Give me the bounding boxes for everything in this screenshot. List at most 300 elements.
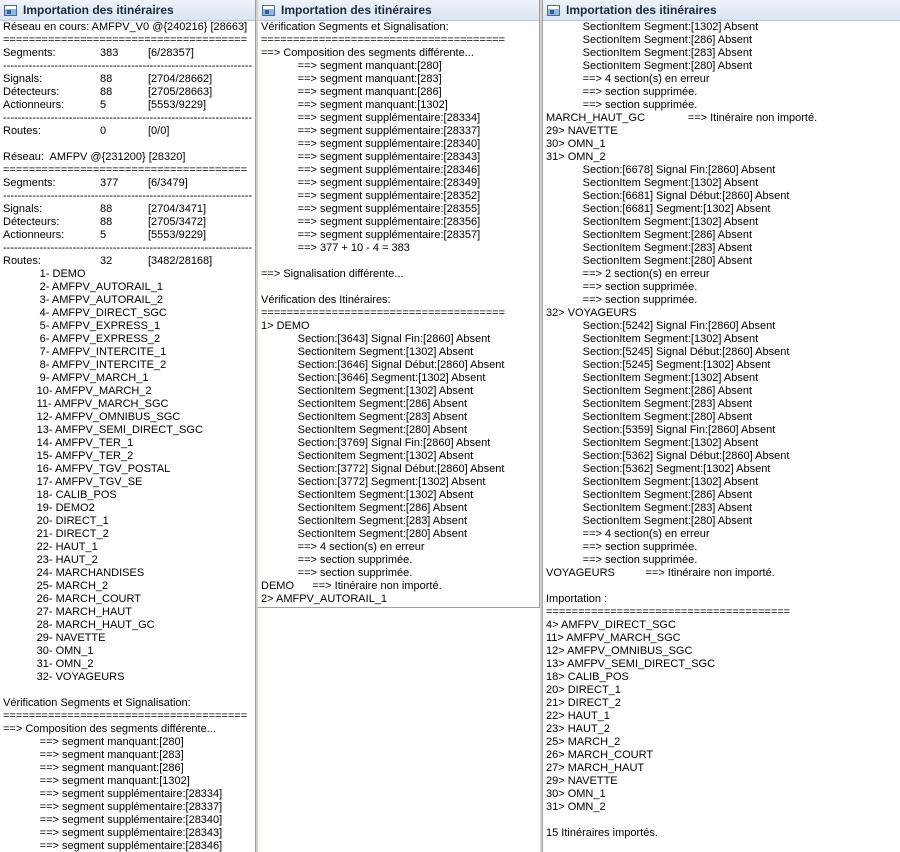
- log-line-range: [0/0]: [148, 125, 170, 137]
- log-line-text: ==> section supprimée.: [546, 99, 698, 111]
- log-line-text: 5- AMFPV_EXPRESS_1: [3, 320, 161, 332]
- log-line: [3, 723, 255, 736]
- log-line: [3, 151, 255, 164]
- window-app-icon: [262, 5, 275, 16]
- log-line: [3, 21, 255, 34]
- log-text: [3, 21, 255, 852]
- log-line: [3, 658, 255, 671]
- log-line-text: 26> MARCH_COURT: [546, 749, 654, 761]
- log-line: [546, 385, 900, 398]
- log-line-range: [2704/28662]: [148, 73, 213, 85]
- log-line: [3, 489, 255, 502]
- log-line-text: Réseau en cours: AMFPV_V0 @{240216} [28663]: [3, 21, 248, 33]
- log-line: [3, 515, 255, 528]
- log-line: [546, 346, 900, 359]
- log-line-text: ==> 4 section(s) en erreur: [546, 73, 710, 85]
- log-line-text: SectionItem Segment:[1302] Absent: [546, 476, 759, 488]
- log-line-text: Routes:: [3, 125, 41, 137]
- log-line-text: 22> HAUT_1: [546, 710, 610, 722]
- log-line: [261, 99, 539, 112]
- log-line: [261, 86, 539, 99]
- log-line-range: [5553/9229]: [148, 99, 207, 111]
- log-line-text: SectionItem Segment:[1302] Absent: [546, 437, 759, 449]
- log-line-text: 1- DEMO: [3, 268, 86, 280]
- log-line: [546, 554, 900, 567]
- log-line-count: 88: [100, 73, 113, 85]
- log-line: [3, 827, 255, 840]
- log-line: [546, 632, 900, 645]
- log-line-text: SectionItem Segment:[286] Absent: [546, 385, 753, 397]
- log-line: [3, 294, 255, 307]
- log-line: [546, 112, 900, 125]
- log-line-range: [2705/3472]: [148, 216, 207, 228]
- log-line-text: SectionItem Segment:[1302] Absent: [261, 489, 474, 501]
- log-line: [3, 775, 255, 788]
- log-line-text: Section:[6681] Signal Début:[2860] Absent: [546, 190, 790, 202]
- log-line-text: 12- AMFPV_OMNIBUS_SGC: [3, 411, 181, 423]
- log-line: [261, 60, 539, 73]
- log-line: [546, 138, 900, 151]
- log-line: [3, 684, 255, 697]
- log-line-text: 17- AMFPV_TGV_SE: [3, 476, 143, 488]
- log-line: [546, 242, 900, 255]
- log-line-text: ==> segment manquant:[286]: [3, 762, 184, 774]
- log-line: [3, 450, 255, 463]
- log-line-text: SectionItem Segment:[1302] Absent: [546, 216, 759, 228]
- log-line: [261, 346, 539, 359]
- log-line: [546, 125, 900, 138]
- log-line: [546, 567, 900, 580]
- log-line: [3, 47, 255, 60]
- log-line: [3, 632, 255, 645]
- log-line-text: ==> section supprimée.: [546, 86, 698, 98]
- log-line: [3, 138, 255, 151]
- log-line: [546, 229, 900, 242]
- log-line-text: SectionItem Segment:[280] Absent: [261, 424, 468, 436]
- log-line: [546, 411, 900, 424]
- log-line-text: 25> MARCH_2: [546, 736, 621, 748]
- log-line-text: 7- AMFPV_INTERCITE_1: [3, 346, 167, 358]
- log-line-text: SectionItem Segment:[280] Absent: [546, 60, 753, 72]
- log-line-text: ==> 4 section(s) en erreur: [546, 528, 710, 540]
- log-line-text: ==> segment supplémentaire:[28356]: [261, 216, 481, 228]
- log-line-text: ==> section supprimée.: [546, 281, 698, 293]
- log-line-text: ==> segment manquant:[283]: [261, 73, 442, 85]
- log-line-text: Section:[3769] Signal Fin:[2860] Absent: [261, 437, 491, 449]
- log-line-text: 29> NAVETTE: [546, 125, 618, 137]
- log-line-range: [6/3479]: [148, 177, 188, 189]
- log-line-text: SectionItem Segment:[280] Absent: [546, 255, 753, 267]
- log-line: [546, 281, 900, 294]
- log-line-text: SectionItem Segment:[1302] Absent: [546, 21, 759, 33]
- log-line: [3, 593, 255, 606]
- log-line-text: SectionItem Segment:[1302] Absent: [546, 177, 759, 189]
- log-line: [546, 463, 900, 476]
- log-line-text: Actionneurs:: [3, 229, 65, 241]
- log-line-text: Segments:: [3, 47, 56, 59]
- log-line: [546, 762, 900, 775]
- log-line-text: 6- AMFPV_EXPRESS_2: [3, 333, 161, 345]
- log-line: [3, 606, 255, 619]
- title-bar[interactable]: [543, 0, 900, 21]
- log-line: [261, 21, 539, 34]
- log-line: [261, 385, 539, 398]
- log-line: [546, 320, 900, 333]
- log-line-text: SectionItem Segment:[1302] Absent: [261, 385, 474, 397]
- log-line-text: ==> 4 section(s) en erreur: [261, 541, 425, 553]
- log-line: [546, 502, 900, 515]
- log-line: [3, 125, 255, 138]
- log-line: [546, 658, 900, 671]
- log-line-range: [2704/3471]: [148, 203, 207, 215]
- log-line-text: ======================================: [3, 34, 248, 46]
- log-text: [546, 21, 900, 840]
- log-line-text: 13> AMFPV_SEMI_DIRECT_SGC: [546, 658, 716, 670]
- log-line: [3, 736, 255, 749]
- log-line: [261, 450, 539, 463]
- log-line-text: Actionneurs:: [3, 99, 65, 111]
- log-line: [3, 398, 255, 411]
- log-line: [546, 294, 900, 307]
- log-line-text: SectionItem Segment:[280] Absent: [261, 528, 468, 540]
- log-line: [261, 73, 539, 86]
- log-line: [3, 281, 255, 294]
- log-line: [261, 398, 539, 411]
- log-line-text: ==> segment supplémentaire:[28346]: [261, 164, 481, 176]
- log-line: [261, 151, 539, 164]
- log-line: [261, 229, 539, 242]
- log-line: [546, 60, 900, 73]
- log-line-text: 4> AMFPV_DIRECT_SGC: [546, 619, 676, 631]
- log-line-text: Section:[6681] Segment:[1302] Absent: [546, 203, 771, 215]
- log-line-text: SectionItem Segment:[283] Absent: [546, 47, 753, 59]
- log-line: [3, 73, 255, 86]
- log-line: [546, 177, 900, 190]
- log-line-text: ==> section supprimée.: [261, 554, 413, 566]
- log-line-text: ==> segment manquant:[280]: [3, 736, 184, 748]
- log-line: [546, 21, 900, 34]
- import-window-1[interactable]: [0, 0, 256, 852]
- log-line-text: 2- AMFPV_AUTORAIL_1: [3, 281, 163, 293]
- log-line-text: 8- AMFPV_INTERCITE_2: [3, 359, 167, 371]
- log-line-text: 9- AMFPV_MARCH_1: [3, 372, 149, 384]
- log-line: [261, 333, 539, 346]
- log-line-text: Routes:: [3, 255, 41, 267]
- log-line-text: 31> OMN_2: [546, 801, 606, 813]
- log-line: [261, 580, 539, 593]
- log-line-range: [6/28357]: [148, 47, 194, 59]
- log-line-text: ==> Composition des segments différente...: [261, 47, 474, 59]
- log-line: [3, 385, 255, 398]
- log-line-text: Signals:: [3, 73, 43, 85]
- window-app-icon: [4, 5, 17, 16]
- log-line: [261, 528, 539, 541]
- log-line-text: 16- AMFPV_TGV_POSTAL: [3, 463, 171, 475]
- log-line-text: Importation :: [546, 593, 608, 605]
- log-line: [3, 697, 255, 710]
- log-line: [3, 229, 255, 242]
- log-line: [261, 424, 539, 437]
- log-line: [261, 372, 539, 385]
- log-line-count: 383: [100, 47, 119, 59]
- log-line: [546, 489, 900, 502]
- log-line: [546, 424, 900, 437]
- log-line: [3, 502, 255, 515]
- log-line: [546, 723, 900, 736]
- log-line-text: SectionItem Segment:[283] Absent: [546, 398, 753, 410]
- log-line-count: 5: [100, 99, 107, 111]
- log-line-text: ======================================: [261, 307, 506, 319]
- log-line-text: ======================================: [261, 34, 506, 46]
- log-line-text: ==> 377 + 10 - 4 = 383: [261, 242, 410, 254]
- log-line-text: --------------------------------------------------------------------: [3, 60, 253, 72]
- log-line-text: ==> segment supplémentaire:[28352]: [261, 190, 481, 202]
- log-line-text: 30> OMN_1: [546, 788, 606, 800]
- log-line-text: 13- AMFPV_SEMI_DIRECT_SGC: [3, 424, 203, 436]
- log-line: [3, 840, 255, 852]
- log-line-text: 27- MARCH_HAUT: [3, 606, 132, 618]
- log-line: [3, 619, 255, 632]
- log-line: [261, 112, 539, 125]
- log-line: [261, 541, 539, 554]
- log-line: [261, 489, 539, 502]
- log-line: [3, 788, 255, 801]
- log-line-text: SectionItem Segment:[1302] Absent: [546, 372, 759, 384]
- log-line-text: 20> DIRECT_1: [546, 684, 621, 696]
- log-line-text: ==> segment supplémentaire:[28349]: [261, 177, 481, 189]
- log-line-text: ==> segment manquant:[1302]: [261, 99, 448, 111]
- log-line-text: SectionItem Segment:[286] Absent: [261, 502, 468, 514]
- log-line-text: ======================================: [3, 710, 248, 722]
- log-line: [3, 567, 255, 580]
- log-line: [546, 372, 900, 385]
- log-line: [546, 34, 900, 47]
- log-line: [546, 801, 900, 814]
- log-line-text: 29> NAVETTE: [546, 775, 618, 787]
- log-line-text: --------------------------------------------------------------------: [3, 112, 253, 124]
- log-line: [546, 190, 900, 203]
- log-line-text: ==> segment supplémentaire:[28340]: [261, 138, 481, 150]
- log-line-text: 12> AMFPV_OMNIBUS_SGC: [546, 645, 693, 657]
- log-line-text: 15- AMFPV_TER_2: [3, 450, 134, 462]
- import-window-3[interactable]: [542, 0, 900, 852]
- log-line-range: [2705/28663]: [148, 86, 213, 98]
- log-line: [546, 814, 900, 827]
- log-line-text: --------------------------------------------------------------------: [3, 190, 253, 202]
- log-line: [261, 463, 539, 476]
- log-line-text: DEMO ==> Itinéraire non importé.: [261, 580, 442, 592]
- log-line: [261, 359, 539, 372]
- log-line: [3, 528, 255, 541]
- log-text: [261, 21, 539, 606]
- log-line: [3, 333, 255, 346]
- log-line-text: Détecteurs:: [3, 216, 60, 228]
- log-line: [3, 60, 255, 73]
- log-line-range: [3482/28168]: [148, 255, 213, 267]
- log-line: [261, 515, 539, 528]
- log-line: [3, 762, 255, 775]
- log-line-text: SectionItem Segment:[283] Absent: [546, 502, 753, 514]
- log-line: [3, 424, 255, 437]
- log-line: [3, 112, 255, 125]
- log-line: [546, 99, 900, 112]
- log-line-text: 26- MARCH_COURT: [3, 593, 141, 605]
- log-line-text: 18- CALIB_POS: [3, 489, 117, 501]
- log-line-text: 10- AMFPV_MARCH_2: [3, 385, 152, 397]
- log-line: [261, 255, 539, 268]
- log-line-text: ==> 2 section(s) en erreur: [546, 268, 710, 280]
- log-line: [261, 307, 539, 320]
- log-line: [261, 437, 539, 450]
- log-line: [3, 320, 255, 333]
- log-line: [3, 346, 255, 359]
- log-line: [546, 593, 900, 606]
- window-title: Importation des itinéraires: [281, 3, 432, 17]
- log-line-text: VOYAGEURS ==> Itinéraire non importé.: [546, 567, 775, 579]
- log-line-text: 29- NAVETTE: [3, 632, 106, 644]
- log-line: [3, 411, 255, 424]
- log-line-text: 28- MARCH_HAUT_GC: [3, 619, 155, 631]
- log-line: [3, 203, 255, 216]
- log-line: [3, 801, 255, 814]
- log-line: [546, 255, 900, 268]
- log-line-text: SectionItem Segment:[1302] Absent: [546, 333, 759, 345]
- log-line: [261, 177, 539, 190]
- log-line-text: Signals:: [3, 203, 43, 215]
- log-line: [3, 307, 255, 320]
- log-line: [546, 216, 900, 229]
- log-line: [261, 320, 539, 333]
- log-line: [261, 502, 539, 515]
- log-line: [3, 463, 255, 476]
- log-line: [261, 567, 539, 580]
- log-line: [3, 177, 255, 190]
- log-line-text: ==> Composition des segments différente...: [3, 723, 216, 735]
- log-line-text: MARCH_HAUT_GC ==> Itinéraire non importé.: [546, 112, 818, 124]
- log-line: [3, 554, 255, 567]
- log-line-text: ==> section supprimée.: [261, 567, 413, 579]
- log-line-text: Section:[5242] Signal Fin:[2860] Absent: [546, 320, 776, 332]
- log-line-text: ==> section supprimée.: [546, 294, 698, 306]
- log-line-text: SectionItem Segment:[1302] Absent: [261, 346, 474, 358]
- log-line: [3, 216, 255, 229]
- log-line: [546, 749, 900, 762]
- log-line-text: 4- AMFPV_DIRECT_SGC: [3, 307, 167, 319]
- log-line-text: ==> segment supplémentaire:[28346]: [3, 840, 223, 852]
- log-line: [261, 281, 539, 294]
- log-line-text: ==> section supprimée.: [546, 541, 698, 553]
- log-line-text: ==> Signalisation différente...: [261, 268, 404, 280]
- log-line: [546, 151, 900, 164]
- log-line: [261, 268, 539, 281]
- log-line: [546, 541, 900, 554]
- window-title: Importation des itinéraires: [566, 3, 717, 17]
- log-line: [3, 710, 255, 723]
- log-line-text: Section:[5245] Segment:[1302] Absent: [546, 359, 771, 371]
- log-line: [261, 190, 539, 203]
- log-line: [546, 437, 900, 450]
- log-line: [546, 827, 900, 840]
- log-line: [261, 593, 539, 606]
- log-line-text: 14- AMFPV_TER_1: [3, 437, 134, 449]
- log-line-text: 23- HAUT_2: [3, 554, 98, 566]
- log-line-text: SectionItem Segment:[280] Absent: [546, 515, 753, 527]
- log-line: [546, 47, 900, 60]
- log-line-text: 21> DIRECT_2: [546, 697, 621, 709]
- log-line-text: SectionItem Segment:[286] Absent: [546, 229, 753, 241]
- log-line: [546, 775, 900, 788]
- log-line-count: 32: [100, 255, 113, 267]
- import-window-2[interactable]: [258, 0, 540, 608]
- log-line-text: Section:[6678] Signal Fin:[2860] Absent: [546, 164, 776, 176]
- log-line-text: Vérification Segments et Signalisation:: [3, 697, 191, 709]
- log-line: [261, 203, 539, 216]
- log-line: [546, 333, 900, 346]
- log-line: [546, 606, 900, 619]
- log-line-text: 11- AMFPV_MARCH_SGC: [3, 398, 169, 410]
- log-line-text: ==> segment supplémentaire:[28337]: [261, 125, 481, 137]
- log-line: [261, 554, 539, 567]
- log-line-text: SectionItem Segment:[283] Absent: [546, 242, 753, 254]
- log-line: [261, 47, 539, 60]
- log-line-text: ==> segment supplémentaire:[28334]: [3, 788, 223, 800]
- log-line: [261, 294, 539, 307]
- log-line-text: 30> OMN_1: [546, 138, 606, 150]
- log-line: [3, 359, 255, 372]
- log-line: [546, 645, 900, 658]
- log-line-text: SectionItem Segment:[1302] Absent: [261, 450, 474, 462]
- title-bar[interactable]: [0, 0, 255, 21]
- log-line-text: SectionItem Segment:[286] Absent: [261, 398, 468, 410]
- log-line: [546, 268, 900, 281]
- log-line-count: 5: [100, 229, 107, 241]
- log-line-count: 88: [100, 216, 113, 228]
- log-line: [546, 710, 900, 723]
- log-line-text: SectionItem Segment:[286] Absent: [546, 34, 753, 46]
- log-line-text: Section:[3772] Segment:[1302] Absent: [261, 476, 486, 488]
- title-bar[interactable]: [258, 0, 539, 21]
- log-line: [546, 203, 900, 216]
- log-line: [546, 671, 900, 684]
- log-line: [546, 164, 900, 177]
- log-line-text: ==> segment supplémentaire:[28343]: [261, 151, 481, 163]
- log-line: [3, 749, 255, 762]
- log-line: [3, 476, 255, 489]
- log-line: [546, 515, 900, 528]
- log-line-text: SectionItem Segment:[286] Absent: [546, 489, 753, 501]
- log-line-text: SectionItem Segment:[283] Absent: [261, 515, 468, 527]
- log-line-text: Section:[5362] Segment:[1302] Absent: [546, 463, 771, 475]
- log-line-text: ==> segment manquant:[283]: [3, 749, 184, 761]
- log-line: [3, 814, 255, 827]
- log-line-text: 18> CALIB_POS: [546, 671, 629, 683]
- log-line-text: Section:[5245] Signal Début:[2860] Absent: [546, 346, 790, 358]
- log-line-text: 15 Itinéraires importés.: [546, 827, 658, 839]
- log-line-text: SectionItem Segment:[280] Absent: [546, 411, 753, 423]
- log-line-text: Réseau: AMFPV @{231200} [28320]: [3, 151, 186, 163]
- log-line-text: Section:[3772] Signal Début:[2860] Absent: [261, 463, 505, 475]
- log-line-count: 377: [100, 177, 119, 189]
- log-line-text: Segments:: [3, 177, 56, 189]
- log-line-text: ==> segment supplémentaire:[28337]: [3, 801, 223, 813]
- log-line-text: 32- VOYAGEURS: [3, 671, 125, 683]
- log-line-text: 21- DIRECT_2: [3, 528, 109, 540]
- log-line-text: ======================================: [3, 164, 248, 176]
- log-line-text: 20- DIRECT_1: [3, 515, 109, 527]
- log-line-text: 23> HAUT_2: [546, 723, 610, 735]
- log-line-text: Section:[3646] Signal Début:[2860] Absent: [261, 359, 505, 371]
- log-line-text: SectionItem Segment:[283] Absent: [261, 411, 468, 423]
